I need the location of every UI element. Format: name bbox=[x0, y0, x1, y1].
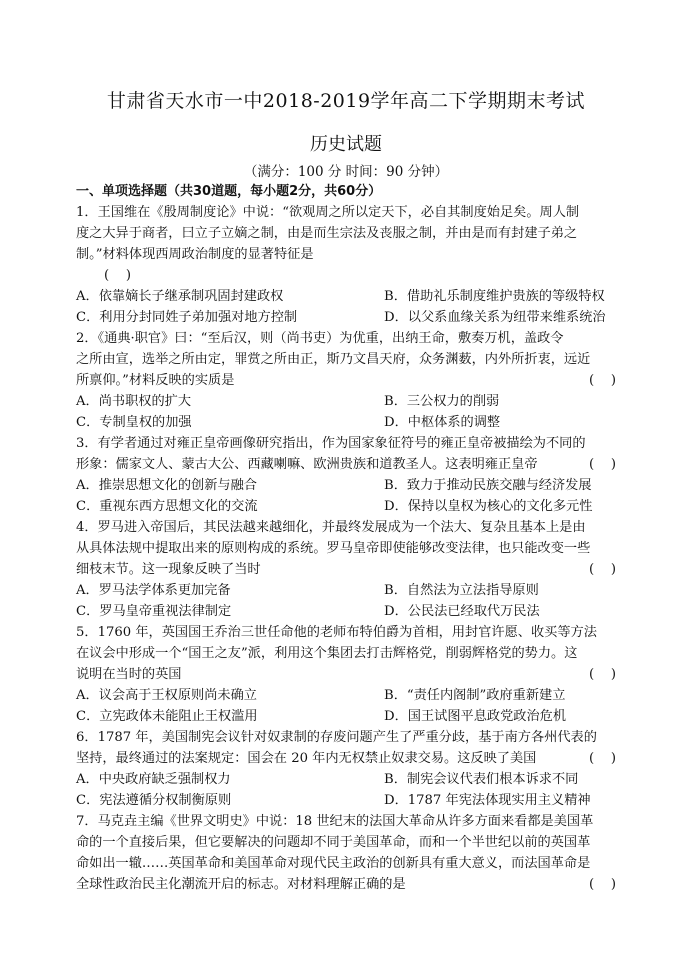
question-text-line: 制。”材料体现西周政治制度的显著特征是 bbox=[76, 247, 314, 262]
option-a: A．尚书职权的扩大 bbox=[76, 394, 192, 409]
option-c: C．罗马皇帝重视法律制定 bbox=[76, 604, 232, 619]
section-heading: 一、单项选择题（共30道题，每小题2分，共60分） bbox=[76, 184, 382, 199]
option-a: A．依靠嫡长子继承制巩固封建政权 bbox=[76, 289, 284, 304]
option-b: B．“责任内阁制”政府重新建立 bbox=[384, 688, 566, 703]
exam-content bbox=[76, 181, 616, 895]
option-d: D．1787 年宪法体现实用主义精神 bbox=[384, 793, 591, 808]
question-text-line: 命如出一辙……英国革命和美国革命对现代民主政治的创新具有重大意义，而法国革命是 bbox=[76, 856, 591, 871]
question-text-line: 所禀仰。”材料反映的实质是 bbox=[76, 373, 235, 388]
answer-paren: ( ) bbox=[588, 373, 616, 388]
question-2 bbox=[76, 328, 616, 433]
question-text-line: 2．《通典·职官》曰：“至后汉，则（尚书吏）为优重，出纳王命，敷奏万机，盖政令 bbox=[76, 331, 564, 346]
option-b: B．致力于推动民族交融与经济发展 bbox=[384, 478, 592, 493]
question-4 bbox=[76, 517, 616, 622]
question-1 bbox=[76, 202, 616, 328]
answer-paren: ( ) bbox=[104, 268, 132, 283]
option-c: C．专制皇权的加强 bbox=[76, 415, 192, 430]
question-text-line: 4．罗马进入帝国后，其民法越来越细化，并最终发展成为一个法大、复杂且基本上是由 bbox=[76, 520, 586, 535]
question-text-line: 5．1760 年，英国国王乔治三世任命他的老师布特伯爵为首相，用封官许愿、收买等方法 bbox=[76, 625, 597, 640]
answer-paren: ( ) bbox=[588, 562, 616, 577]
option-b: B．自然法为立法指导原则 bbox=[384, 583, 539, 598]
question-text-line: 在议会中形成一个“国王之友”派，利用这个集团去打击辉格党，削弱辉格党的势力。这 bbox=[76, 646, 578, 661]
exam-subtitle: 历史试题 bbox=[310, 134, 382, 155]
answer-paren: ( ) bbox=[588, 877, 616, 892]
option-d: D．国王试图平息政党政治危机 bbox=[384, 709, 567, 724]
question-7 bbox=[76, 811, 616, 895]
option-b: B．制宪会议代表们根本诉求不同 bbox=[384, 772, 579, 787]
question-text-line: 度之大异于商者，曰立子立嫡之制，由是而生宗法及丧服之制，并由是而有封建子弟之 bbox=[76, 226, 578, 241]
question-6 bbox=[76, 727, 616, 811]
question-text-line: 1．王国维在《殷周制度论》中说：“欲观周之所以定天下，必自其制度始足矣。周人制 bbox=[76, 205, 580, 220]
question-text-line: 7．马克垚主编《世界文明史》中说：18 世纪末的法国大革命从许多方面来看都是美国革 bbox=[76, 814, 594, 829]
option-c: C．宪法遵循分权制衡原则 bbox=[76, 793, 232, 808]
question-text-line: 说明在当时的英国 bbox=[76, 667, 182, 682]
option-a: A．罗马法学体系更加完备 bbox=[76, 583, 231, 598]
option-d: D．公民法已经取代万民法 bbox=[384, 604, 540, 619]
question-text-line: 细枝末节。这一现象反映了当时 bbox=[76, 562, 261, 577]
question-text-line: 之所由宣，选举之所由定，罪赏之所由正，斯乃文昌天府，众务渊薮，内外所折衷，远近 bbox=[76, 352, 591, 367]
option-b: B．借助礼乐制度维护贵族的等级特权 bbox=[384, 289, 605, 304]
exam-info: （满分：100 分 时间：90 分钟） bbox=[243, 164, 449, 180]
question-text-line: 从具体法规中提取出来的原则构成的系统。罗马皇帝即使能够改变法律，也只能改变一些 bbox=[76, 541, 591, 556]
answer-paren: ( ) bbox=[588, 751, 616, 766]
option-b: B．三公权力的削弱 bbox=[384, 394, 500, 409]
option-c: C．利用分封同姓子弟加强对地方控制 bbox=[76, 310, 298, 325]
question-text-line: 坚持，最终通过的法案规定：国会在 20 年内无权禁止奴隶交易。这反映了美国 bbox=[76, 751, 537, 766]
option-d: D．中枢体系的调整 bbox=[384, 415, 501, 430]
question-text-line: 命的一个直接后果，但它要解决的问题却不同于美国革命，而和一个半世纪以前的英国革 bbox=[76, 835, 591, 850]
option-d: D．保持以皇权为核心的文化多元性 bbox=[384, 499, 593, 514]
question-text-line: 全球性政治民主化潮流开启的标志。对材料理解正确的是 bbox=[76, 877, 406, 892]
question-text-line: 形象：儒家文人、蒙古大公、西藏喇嘛、欧洲贵族和道教圣人。这表明雍正皇帝 bbox=[76, 457, 538, 472]
option-c: C．立宪政体未能阻止王权滥用 bbox=[76, 709, 258, 724]
option-c: C．重视东西方思想文化的交流 bbox=[76, 499, 258, 514]
option-a: A．中央政府缺乏强制权力 bbox=[76, 772, 231, 787]
question-text-line: 6．1787 年，美国制宪会议针对奴隶制的存废问题产生了严重分歧，基于南方各州代表的 bbox=[76, 730, 597, 745]
answer-paren: ( ) bbox=[588, 667, 616, 682]
answer-paren: ( ) bbox=[588, 457, 616, 472]
option-a: A．推崇思想文化的创新与融合 bbox=[76, 478, 257, 493]
question-3 bbox=[76, 433, 616, 517]
question-5 bbox=[76, 622, 616, 727]
exam-title: 甘肃省天水市一中2018-2019学年高二下学期期末考试 bbox=[106, 90, 586, 112]
option-d: D．以父系血缘关系为纽带来维系统治 bbox=[384, 310, 606, 325]
option-a: A．议会高于王权原则尚未确立 bbox=[76, 688, 257, 703]
question-text-line: 3．有学者通过对雍正皇帝画像研究指出，作为国家象征符号的雍正皇帝被描绘为不同的 bbox=[76, 436, 586, 451]
